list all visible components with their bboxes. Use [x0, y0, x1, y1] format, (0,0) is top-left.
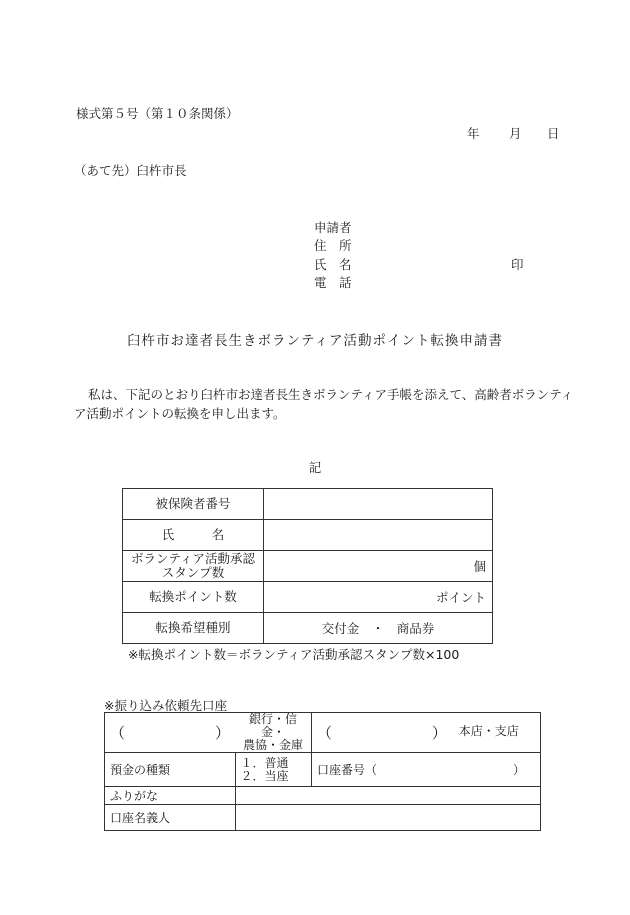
account-number-label: 口座番号（ [317, 763, 378, 777]
addressee: （あて先）臼杵市長 [74, 163, 187, 178]
account-holder-label: 口座名義人 [105, 805, 236, 831]
furigana-field[interactable] [235, 787, 541, 805]
table-row [123, 613, 493, 644]
phone-label: 電 話 [314, 275, 352, 290]
points-field[interactable] [264, 582, 493, 613]
table-row [123, 489, 493, 520]
bank-type-options [235, 713, 312, 753]
application-statement: 私は、下記のとおり臼杵市お達者長生きボランティア手帳を添えて、高齢者ボランティア活動ポイントの転換を申し出ます。 [74, 387, 574, 421]
table-row [123, 520, 493, 551]
branch-types: 本店・支店 [458, 724, 519, 738]
bank-paren-right: ） [214, 724, 230, 742]
points-note: ※転換ポイント数＝ボランティア活動承認スタンプ数×100 [128, 647, 460, 662]
points-label: 転換ポイント数 [123, 582, 264, 613]
furigana-label: ふりがな [105, 787, 236, 805]
table-row [123, 551, 493, 582]
deposit-type-options[interactable] [235, 753, 312, 787]
table-row [123, 582, 493, 613]
table-row [105, 787, 541, 805]
insured-number-field[interactable] [264, 489, 493, 520]
stamp-label-line2: スタンプ数 [161, 565, 225, 580]
deposit-type-label: 預金の種類 [105, 753, 236, 787]
deposit-option-ordinary[interactable]: １．普通 [240, 755, 289, 770]
table-row [105, 713, 541, 753]
document-title: 臼杵市お達者長生きボランティア活動ポイント転換申請書 [127, 333, 503, 349]
stamp-count-field[interactable] [264, 551, 493, 582]
application-table [122, 488, 493, 644]
date-day-label: 日 [547, 126, 560, 141]
account-number-close: ） [512, 763, 525, 777]
form-number: 様式第５号（第１０条関係） [76, 106, 239, 121]
name-label: 氏 名 [314, 257, 352, 272]
ki-heading: 記 [308, 460, 322, 475]
type-label: 転換希望種別 [123, 613, 264, 644]
type-options[interactable]: 交付金 ・ 商品券 [264, 613, 493, 644]
table-name-label: 氏 名 [123, 520, 264, 551]
points-unit: ポイント [435, 590, 486, 605]
date-year-label: 年 [467, 126, 480, 141]
insured-number-label: 被保険者番号 [123, 489, 264, 520]
bank-types-line1: 銀行・信金・ [248, 712, 297, 739]
bank-name-field[interactable] [105, 713, 236, 753]
table-row [105, 805, 541, 831]
date-month-label: 月 [509, 126, 522, 141]
branch-field[interactable] [312, 713, 541, 753]
address-label: 住 所 [314, 238, 352, 253]
bank-paren-left: （ [110, 724, 126, 742]
branch-paren-left: （ [317, 724, 333, 742]
bank-account-table [104, 712, 541, 831]
table-name-field[interactable] [264, 520, 493, 551]
stamp-count-label [123, 551, 264, 582]
deposit-option-current[interactable]: ２．当座 [240, 768, 289, 783]
seal-mark: 印 [511, 257, 524, 272]
table-row [105, 753, 541, 787]
account-holder-field[interactable] [235, 805, 541, 831]
bank-section-title: ※振り込み依頼先口座 [104, 698, 227, 713]
account-number-field[interactable] [312, 753, 541, 787]
branch-paren-right: ） [431, 724, 447, 742]
bank-types-line2: 農協・金庫 [242, 738, 303, 752]
stamp-label-line1: ボランティア活動承認 [130, 551, 255, 566]
applicant-heading: 申請者 [314, 220, 352, 235]
stamp-unit: 個 [473, 559, 486, 574]
